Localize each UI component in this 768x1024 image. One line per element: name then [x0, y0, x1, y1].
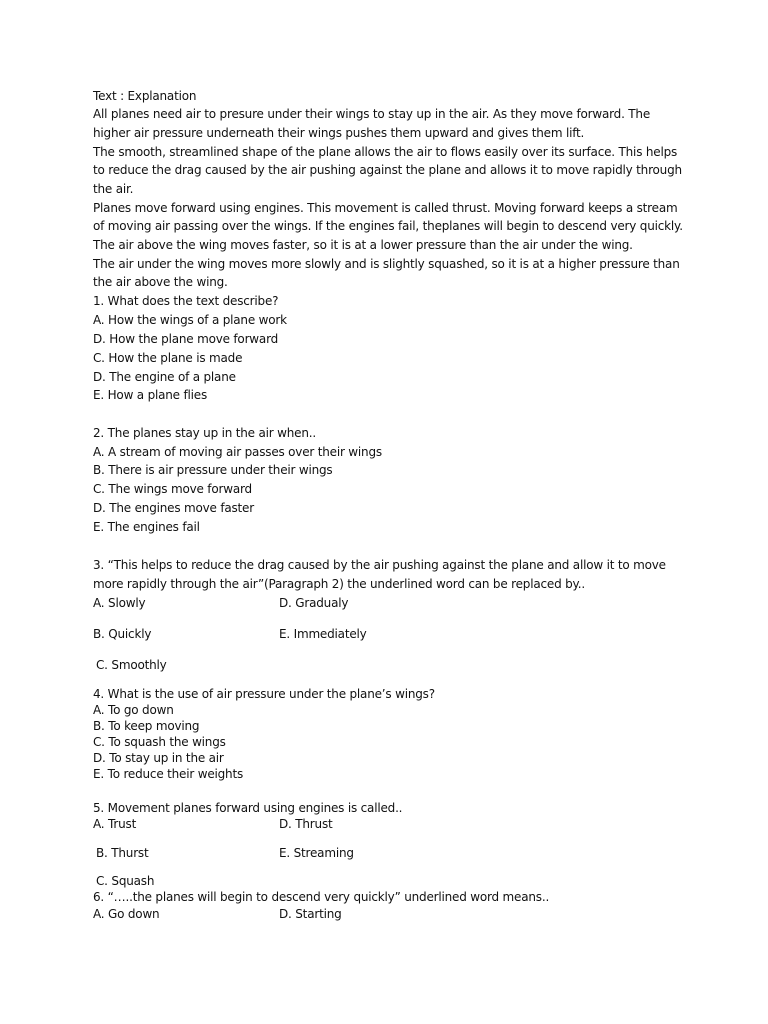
question-2: 2. The planes stay up in the air when..	[93, 426, 316, 440]
paragraph-line: to reduce the drag caused by the air pushing against the plane and allows it to move rapidly through	[93, 163, 682, 177]
q1-option-d: D. How the plane move forward	[93, 332, 279, 346]
paragraph-line: The air under the wing moves more slowly and is slightly squashed, so it is at a higher pressure than	[93, 257, 680, 271]
question-4: 4. What is the use of air pressure under the plane’s wings?	[93, 687, 435, 701]
q5-option-d: D. Thrust	[279, 817, 333, 831]
paragraph-line: the air above the wing.	[93, 275, 228, 289]
q4-option-b: B. To keep moving	[93, 719, 200, 733]
paragraph-line: All planes need air to presure under their wings to stay up in the air. As they move forward. The	[93, 107, 651, 121]
q2-option-c: C. The wings move forward	[93, 482, 252, 496]
question-6: 6. “…..the planes will begin to descend very quickly” underlined word means..	[93, 890, 550, 904]
paragraph-line: Planes move forward using engines. This movement is called thrust. Moving forward keeps a stream	[93, 201, 678, 215]
q2-option-d: D. The engines move faster	[93, 501, 254, 515]
paragraph-line: of moving air passing over the wings. If the engines fail, theplanes will begin to descend very quickly.	[93, 219, 683, 233]
paragraph-line: The air above the wing moves faster, so it is at a lower pressure than the air under the wing.	[93, 238, 633, 252]
q5-option-c: C. Squash	[96, 874, 155, 888]
q1-option-c: C. How the plane is made	[93, 351, 243, 365]
q6-option-a: A. Go down	[93, 907, 160, 921]
q2-option-a: A. A stream of moving air passes over their wings	[93, 445, 382, 459]
question-3-line-2: more rapidly through the air”(Paragraph 2) the underlined word can be replaced by..	[93, 577, 585, 591]
q3-option-c: C. Smoothly	[96, 658, 167, 672]
q1-option-d-2: D. The engine of a plane	[93, 370, 236, 384]
q4-option-c: C. To squash the wings	[93, 735, 226, 749]
paragraph-line: the air.	[93, 182, 134, 196]
q3-option-d: D. Gradualy	[279, 596, 349, 610]
q6-option-d: D. Starting	[279, 907, 342, 921]
q5-option-e: E. Streaming	[279, 846, 354, 860]
question-5: 5. Movement planes forward using engines is called..	[93, 801, 403, 815]
q3-option-e: E. Immediately	[279, 627, 367, 641]
q2-option-e: E. The engines fail	[93, 520, 200, 534]
q5-option-a: A. Trust	[93, 817, 137, 831]
q2-option-b: B. There is air pressure under their wings	[93, 463, 333, 477]
q4-option-a: A. To go down	[93, 703, 174, 717]
document-title: Text : Explanation	[93, 89, 197, 103]
question-1: 1. What does the text describe?	[93, 294, 279, 308]
q3-option-b: B. Quickly	[93, 627, 152, 641]
q5-option-b: B. Thurst	[96, 846, 149, 860]
q1-option-a: A. How the wings of a plane work	[93, 313, 287, 327]
q1-option-e: E. How a plane flies	[93, 388, 208, 402]
q4-option-e: E. To reduce their weights	[93, 767, 244, 781]
paragraph-line: higher air pressure underneath their wings pushes them upward and gives them lift.	[93, 126, 585, 140]
question-3-line-1: 3. “This helps to reduce the drag caused by the air pushing against the plane and allow it to move	[93, 558, 666, 572]
q4-option-d: D. To stay up in the air	[93, 751, 224, 765]
paragraph-line: The smooth, streamlined shape of the plane allows the air to flows easily over its surface. This helps	[93, 145, 678, 159]
q3-option-a: A. Slowly	[93, 596, 146, 610]
